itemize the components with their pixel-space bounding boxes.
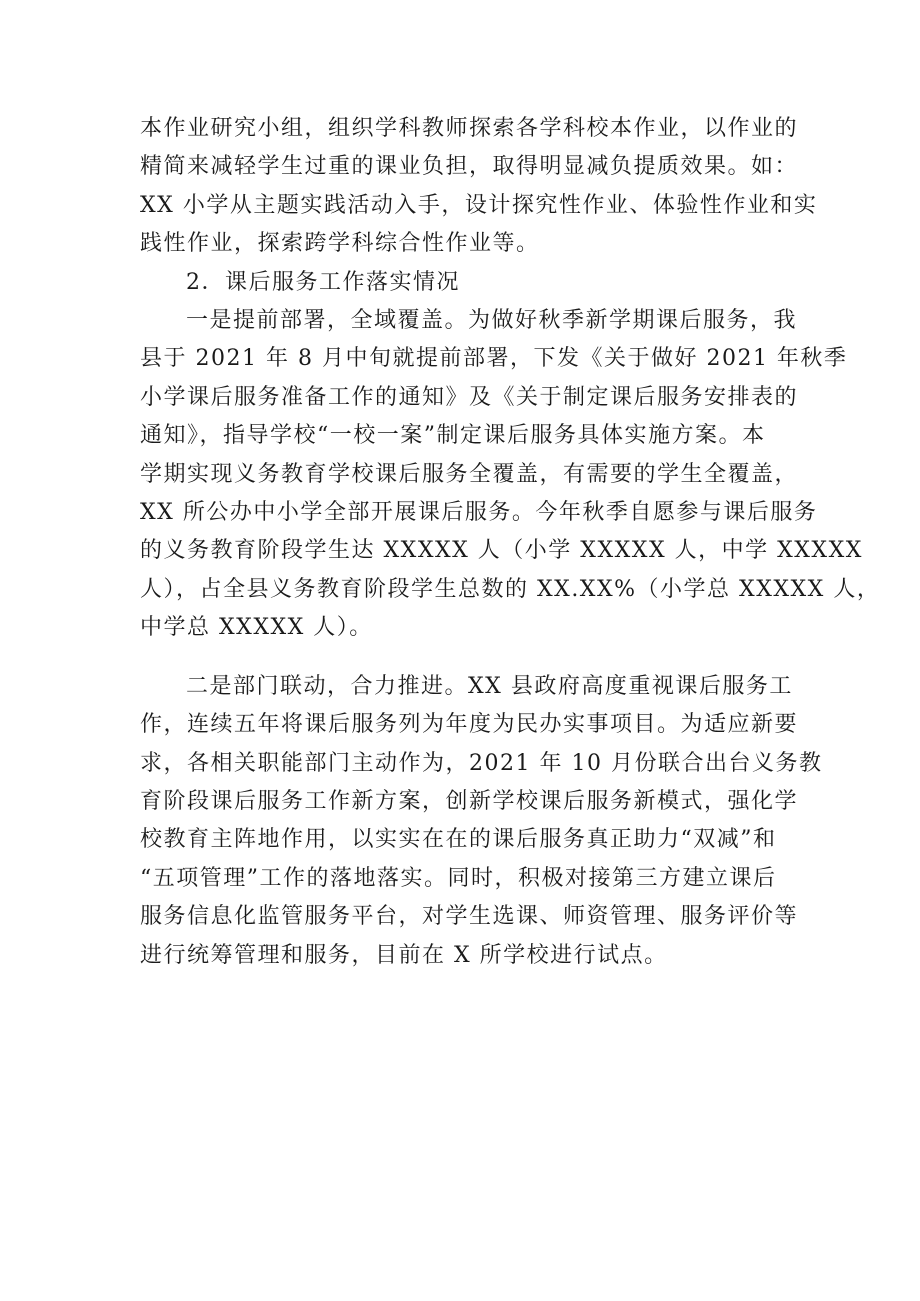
text-line: 的义务教育阶段学生达 XXXXX 人（小学 XXXXX 人，中学 XXXXX bbox=[140, 538, 863, 564]
text-line: XX 小学从主题实践活动入手，设计探究性作业、体验性作业和实 bbox=[140, 192, 818, 218]
text-line: 通知》，指导学校“一校一案”制定课后服务具体实施方案。本 bbox=[140, 423, 766, 449]
text-line: 育阶段课后服务工作新方案，创新学校课后服务新模式，强化学 bbox=[140, 788, 799, 814]
text-line: XX 所公办中小学全部开展课后服务。今年秋季自愿参与课后服务 bbox=[140, 500, 818, 526]
text-line: 践性作业，探索跨学科综合性作业等。 bbox=[140, 231, 540, 257]
text-line: 求，各相关职能部门主动作为，2021 年 10 月份联合出台义务教 bbox=[140, 750, 823, 776]
text-line: 本作业研究小组，组织学科教师探索各学科校本作业，以作业的 bbox=[140, 116, 799, 141]
text-line: 中学总 XXXXX 人）。 bbox=[140, 615, 373, 641]
paragraph-advance-deployment bbox=[140, 302, 881, 648]
section-heading: 2．课后服务工作落实情况 bbox=[186, 269, 460, 295]
paragraph-department-linkage bbox=[140, 668, 823, 975]
text-line: “五项管理”工作的落地落实。同时，积极对接第三方建立课后 bbox=[140, 865, 777, 891]
text-line: 学期实现义务教育学校课后服务全覆盖，有需要的学生全覆盖， bbox=[140, 461, 799, 487]
text-line: 人），占全县义务教育阶段学生总数的 XX.XX%（小学总 XXXXX 人， bbox=[140, 576, 881, 602]
text-line: 服务信息化监管服务平台，对学生选课、师资管理、服务评价等 bbox=[140, 904, 799, 930]
text-line: 精简来减轻学生过重的课业负担，取得明显减负提质效果。如： bbox=[140, 154, 799, 180]
text-line: 二是部门联动，合力推进。XX 县政府高度重视课后服务工 bbox=[186, 673, 793, 699]
text-line: 进行统筹管理和服务，目前在 X 所学校进行试点。 bbox=[140, 942, 668, 968]
text-line: 作，连续五年将课后服务列为年度为民办实事项目。为适应新要 bbox=[140, 712, 799, 738]
document-body bbox=[140, 110, 881, 975]
paragraph-homework-research bbox=[140, 110, 818, 264]
text-line: 校教育主阵地作用，以实实在在的课后服务真正助力“双减”和 bbox=[140, 827, 777, 853]
text-line: 县于 2021 年 8 月中旬就提前部署，下发《关于做好 2021 年秋季 bbox=[140, 346, 848, 372]
text-line: 小学课后服务准备工作的通知》及《关于制定课后服务安排表的 bbox=[140, 384, 799, 410]
text-line: 一是提前部署，全域覆盖。为做好秋季新学期课后服务，我 bbox=[186, 308, 798, 334]
